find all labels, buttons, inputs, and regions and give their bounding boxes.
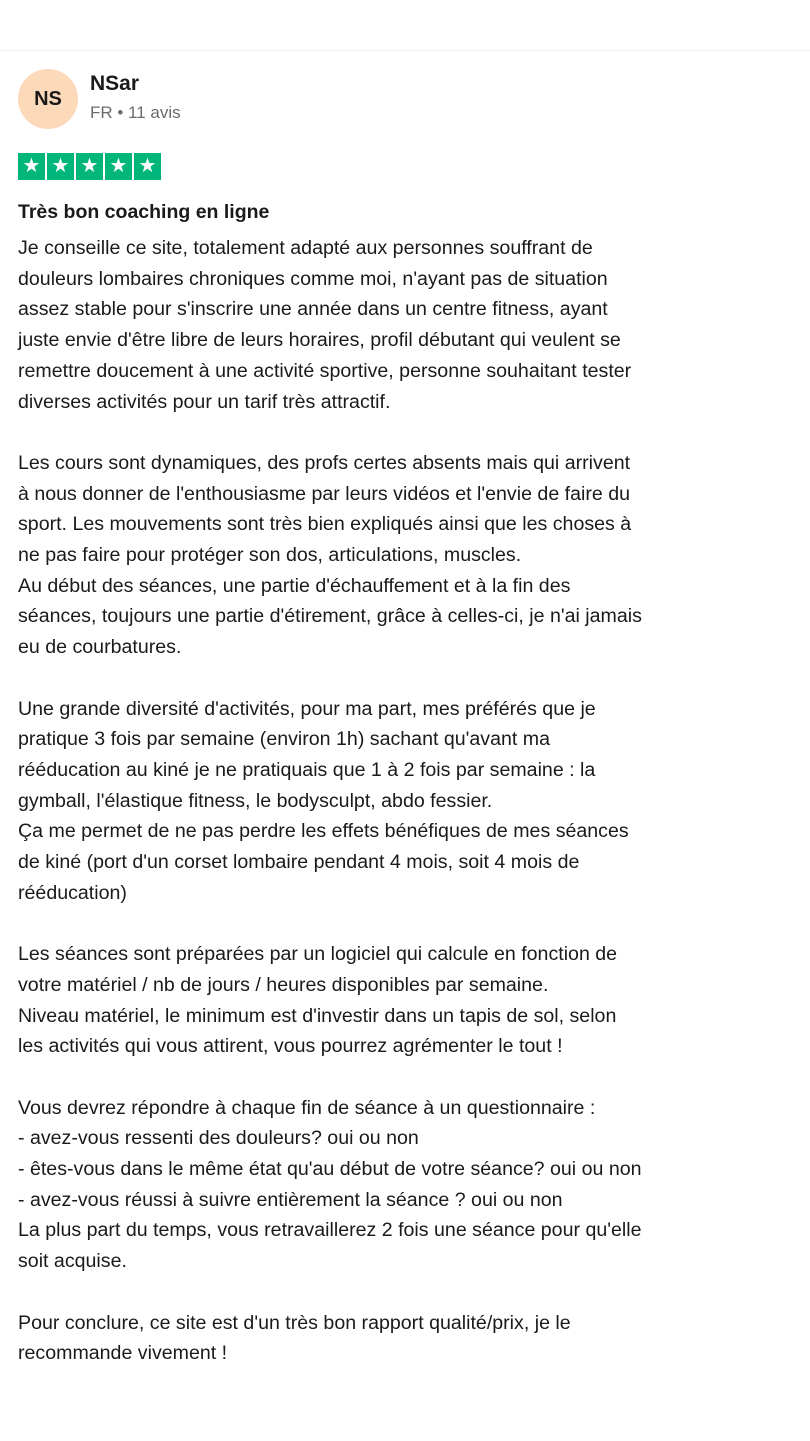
review-text-line: Pour conclure, ce site est d'un très bon rapport qualité/prix, je le <box>18 1311 571 1334</box>
review-text-line: gymball, l'élastique fitness, le bodysculpt, abdo fessier. <box>18 789 493 812</box>
review-text-line: remettre doucement à une activité sportive, personne souhaitant tester <box>18 359 632 382</box>
star-icon: ★ <box>134 153 161 180</box>
review-text-line: rééducation) <box>18 881 127 904</box>
review-text-line: Une grande diversité d'activités, pour ma part, mes préférés que je <box>18 697 596 720</box>
reviewer-name[interactable]: NSar <box>90 72 140 95</box>
review-text-line: votre matériel / nb de jours / heures disponibles par semaine. <box>18 973 549 996</box>
review-text-line: séances, toujours une partie d'étirement, grâce à celles-ci, je n'ai jamais <box>18 605 642 628</box>
review-paragraph <box>18 448 798 663</box>
star-icon: ★ <box>105 153 132 180</box>
review-text-line: eu de courbatures. <box>18 636 182 659</box>
review-text-line: recommande vivement ! <box>18 1342 228 1365</box>
review-paragraph <box>18 694 798 909</box>
review-text-line: diverses activités pour un tarif très attractif. <box>18 390 391 413</box>
review-text-line: - avez-vous ressenti des douleurs? oui ou non <box>18 1127 419 1150</box>
review-text-line: Les séances sont préparées par un logiciel qui calcule en fonction de <box>18 943 618 966</box>
review-text-line: Ça me permet de ne pas perdre les effets bénéfiques de mes séances <box>18 820 629 843</box>
review-text-line: ne pas faire pour protéger son dos, articulations, muscles. <box>18 544 522 567</box>
review-header <box>18 69 181 129</box>
reviewer-info <box>90 71 181 125</box>
review-title[interactable]: Très bon coaching en ligne <box>18 201 270 223</box>
review-paragraph <box>18 233 798 417</box>
review-text-line: les activités qui vous attirent, vous pourrez agrémenter le tout ! <box>18 1035 563 1058</box>
review-text-line: douleurs lombaires chroniques comme moi, n'ayant pas de situation <box>18 267 608 290</box>
review-text-line: de kiné (port d'un corset lombaire pendant 4 mois, soit 4 mois de <box>18 851 580 874</box>
review-text-line: Niveau matériel, le minimum est d'investir dans un tapis de sol, selon <box>18 1004 617 1027</box>
reviewer-meta: FR • 11 avis <box>90 103 181 122</box>
review-text-line: soit acquise. <box>18 1250 127 1273</box>
review-text-line: Vous devrez répondre à chaque fin de séance à un questionnaire : <box>18 1096 596 1119</box>
review-text-line: Je conseille ce site, totalement adapté aux personnes souffrant de <box>18 237 593 259</box>
review-text-line: à nous donner de l'enthousiasme par leurs vidéos et l'envie de faire du <box>18 482 631 505</box>
star-icon: ★ <box>47 153 74 180</box>
review-text-line: juste envie d'être libre de leurs horaires, profil débutant qui veulent se <box>18 329 621 352</box>
avatar[interactable] <box>18 69 78 129</box>
review-text-line: - êtes-vous dans le même état qu'au début de votre séance? oui ou non <box>18 1158 642 1181</box>
review-card <box>0 50 810 1441</box>
review-text-line: Les cours sont dynamiques, des profs certes absents mais qui arrivent <box>18 451 631 474</box>
review-body <box>18 233 798 1400</box>
review-text-line: La plus part du temps, vous retravaillerez 2 fois une séance pour qu'elle <box>18 1219 642 1242</box>
star-icon: ★ <box>18 153 45 180</box>
review-text-line: assez stable pour s'inscrire une année dans un centre fitness, ayant <box>18 298 608 321</box>
review-paragraph <box>18 939 798 1062</box>
review-text-line: Au début des séances, une partie d'échauffement et à la fin des <box>18 574 571 597</box>
review-paragraph <box>18 1093 798 1277</box>
review-text-line: - avez-vous réussi à suivre entièrement la séance ? oui ou non <box>18 1188 563 1211</box>
review-text-line: sport. Les mouvements sont très bien expliqués ainsi que les choses à <box>18 513 632 536</box>
review-text-line: rééducation au kiné je ne pratiquais que 1 à 2 fois par semaine : la <box>18 758 596 781</box>
avatar-initials: NS <box>34 87 62 110</box>
star-rating <box>18 153 161 180</box>
review-text-line: pratique 3 fois par semaine (environ 1h) sachant qu'avant ma <box>18 728 550 751</box>
star-icon: ★ <box>76 153 103 180</box>
review-paragraph <box>18 1308 798 1369</box>
